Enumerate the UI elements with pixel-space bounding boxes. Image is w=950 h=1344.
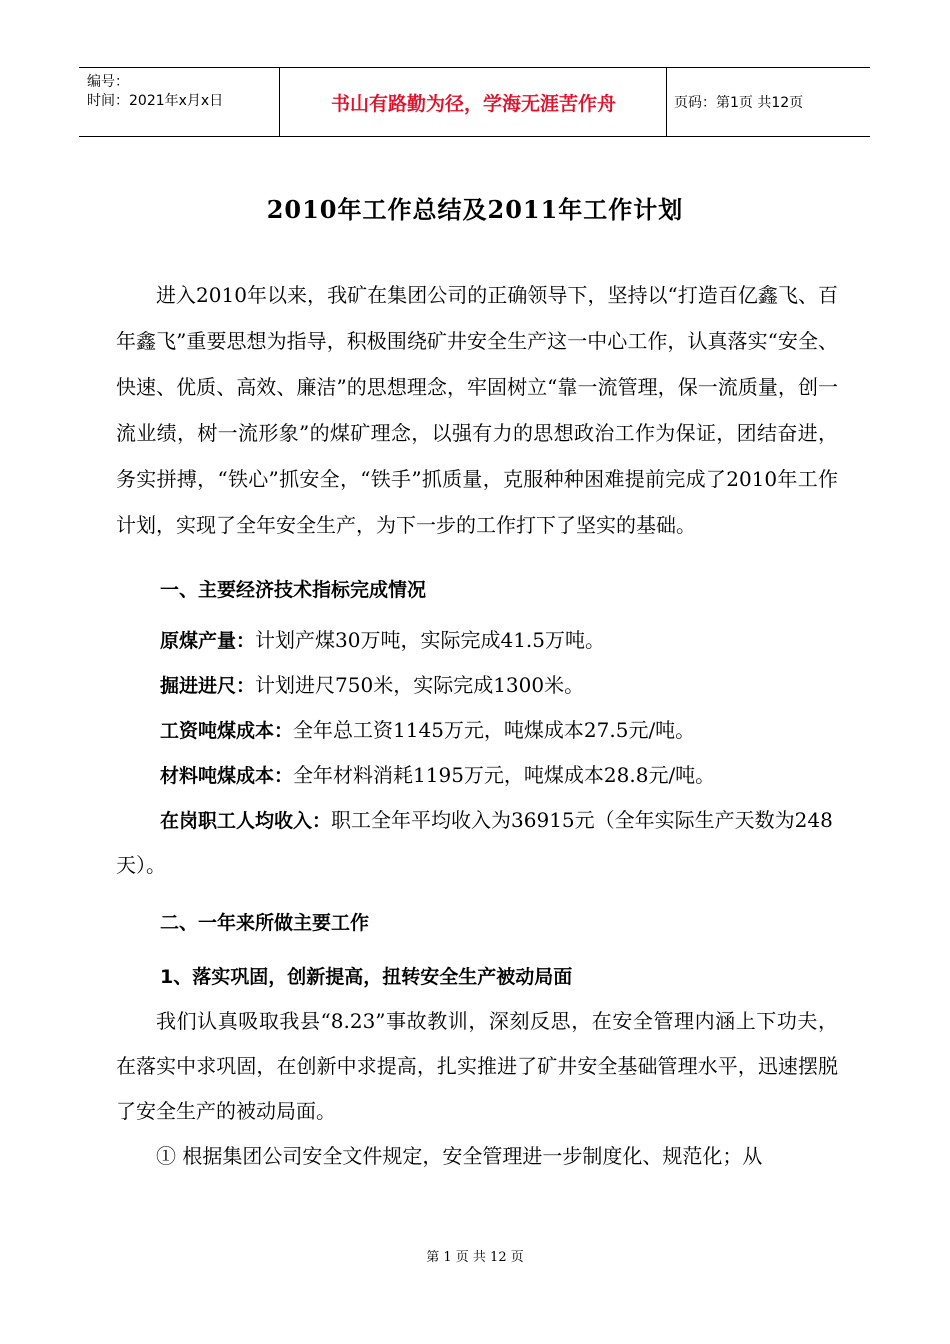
document-title: 2010年工作总结及2011年工作计划 (266, 195, 684, 224)
header-divider (666, 68, 667, 136)
intro-paragraph: 进入2010年以来，我矿在集团公司的正确领导下，坚持以“打造百亿鑫飞、百年鑫飞”重要思想为指导，积极围绕矿井安全生产这一中心工作，认真落实“安全、快速、优质、高效、廉洁”的思想理念，牢固树立“靠一流管理，保一流质量，创一流业绩，树一流形象”的煤矿理念，以强有力的思想政治工作为保证，团结奋进，务实拼搏，“铁心”抓安全，“铁手”抓质量，克服种种困难提前完成了2010年工作计划，实现了全年安全生产，为下一步的工作打下了坚实的基础。 (116, 283, 838, 537)
document-time-label: 时间：2021年x月x日 (87, 93, 224, 109)
indicator-label: 原煤产量： (160, 630, 256, 652)
indicator-row (116, 753, 838, 798)
indicator-row (116, 663, 838, 708)
page-footer: 第 1 页 共 12 页 (426, 1250, 524, 1265)
page-header (79, 67, 870, 137)
header-motto: 书山有路勤为径，学海无涯苦作舟 (330, 92, 616, 115)
indicator-value: 职工全年平均收入为36915元（全年实际生产天数为248天）。 (116, 808, 833, 877)
indicator-row (116, 618, 838, 663)
indicator-row (116, 798, 838, 887)
document-body (116, 272, 838, 1179)
document-number-label: 编号： (87, 74, 129, 90)
indicator-row (116, 708, 838, 753)
indicator-label: 工资吨煤成本： (160, 720, 294, 742)
indicator-value: 全年材料消耗1195万元，吨煤成本28.8元/吨。 (293, 763, 716, 787)
indicator-label: 材料吨煤成本： (160, 765, 294, 787)
list-item: ① 根据集团公司安全文件规定，安全管理进一步制度化、规范化；从 (156, 1144, 763, 1168)
indicator-label: 掘进进尺： (160, 675, 256, 697)
subsection-paragraph: 我们认真吸取我县“8.23”事故教训，深刻反思，在安全管理内涵上下功夫，在落实中求巩固，在创新中求提高，扎实推进了矿井安全基础管理水平，迅速摆脱了安全生产的被动局面。 (116, 1009, 838, 1123)
indicator-value: 全年总工资1145万元，吨煤成本27.5元/吨。 (293, 718, 696, 742)
section-heading-indicators: 一、主要经济技术指标完成情况 (160, 579, 427, 601)
section-heading-work: 二、一年来所做主要工作 (160, 912, 370, 934)
header-divider (279, 68, 280, 136)
indicator-value: 计划进尺750米，实际完成1300米。 (255, 673, 585, 697)
header-meta (87, 73, 277, 111)
subsection-heading: 1、落实巩固，创新提高，扭转安全生产被动局面 (160, 966, 573, 988)
header-page-info: 页码：第1页 共12页 (674, 95, 804, 111)
indicator-value: 计划产煤30万吨，实际完成41.5万吨。 (255, 628, 605, 652)
indicator-label: 在岗职工人均收入： (160, 810, 332, 832)
